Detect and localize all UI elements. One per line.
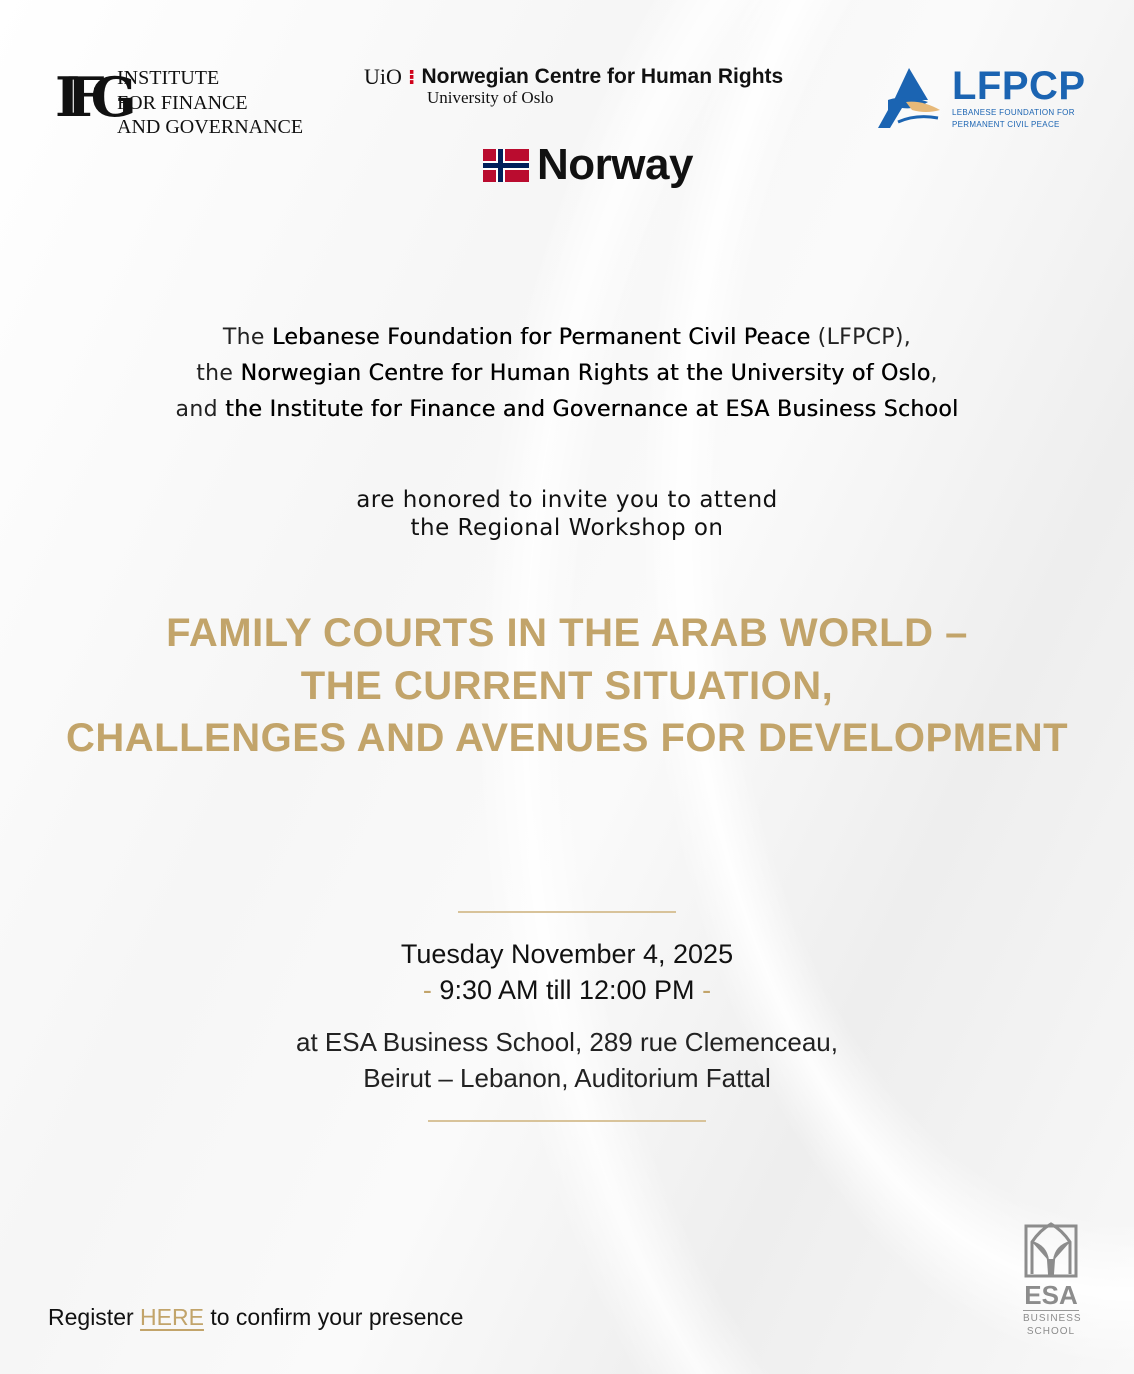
esa-sub: SCHOOL	[1026, 1326, 1076, 1337]
dove-triangle-icon	[876, 66, 942, 132]
esa-name: ESA	[1024, 1280, 1078, 1310]
workshop-title	[0, 607, 1134, 765]
lfpcp-logo	[876, 66, 1086, 132]
venue-line: at ESA Business School, 289 rue Clemenceau,	[296, 1027, 838, 1057]
ifg-line: INSTITUTE	[117, 67, 220, 89]
intro-org: the Institute for Finance and Governance at ESA Business School	[225, 397, 959, 422]
event-venue	[0, 1024, 1134, 1096]
event-time: 9:30 AM till 12:00 PM	[439, 975, 695, 1005]
ifg-line: AND GOVERNANCE	[117, 116, 304, 138]
ifg-logo	[55, 66, 303, 140]
intro-text: The	[222, 325, 273, 350]
venue-line: Beirut – Lebanon, Auditorium Fattal	[363, 1063, 771, 1093]
invite-line: are honored to invite you to attend	[356, 487, 778, 513]
intro-org: Norwegian Centre for Human Rights at the University of Oslo	[240, 361, 931, 386]
title-line: CHALLENGES AND AVENUES FOR DEVELOPMENT	[65, 716, 1069, 760]
dash: -	[422, 975, 432, 1005]
intro-text: and	[175, 397, 226, 422]
uio-name: UiO	[364, 64, 402, 89]
title-line: FAMILY COURTS IN THE ARAB WORLD –	[166, 611, 968, 655]
register-text	[48, 1304, 463, 1331]
intro-text: (LFPCP),	[810, 325, 912, 350]
divider-top	[458, 911, 676, 913]
uio-centre: Norwegian Centre for Human Rights	[421, 65, 784, 88]
norway-flag-icon	[483, 149, 529, 182]
intro-text: ,	[930, 361, 938, 386]
invite-text	[0, 486, 1134, 542]
esa-sub: BUSINESS	[1023, 1313, 1082, 1324]
ifg-line: FOR FINANCE	[117, 91, 248, 114]
dash: -	[702, 975, 712, 1005]
lfpcp-title: LFPCP	[952, 64, 1086, 108]
register-before: Register	[48, 1304, 141, 1330]
intro-org: Lebanese Foundation for Permanent Civil Peace	[272, 325, 811, 350]
lfpcp-sub: PERMANENT CIVIL PEACE	[952, 120, 1060, 129]
norway-logo	[483, 140, 693, 190]
uio-logo	[364, 64, 783, 108]
esa-arch-icon	[1024, 1220, 1078, 1278]
intro-text: the	[196, 361, 241, 386]
event-date: Tuesday November 4, 2025	[400, 939, 734, 969]
event-when	[0, 936, 1134, 1008]
invite-line: the Regional Workshop on	[410, 515, 724, 541]
uio-dots-icon: ⁝	[407, 65, 416, 89]
intro-paragraph	[0, 320, 1134, 428]
esa-logo	[1023, 1220, 1082, 1337]
ifg-monogram-icon: IFG	[55, 65, 123, 129]
norway-text: Norway	[537, 140, 693, 189]
lfpcp-sub: LEBANESE FOUNDATION FOR	[952, 108, 1075, 117]
uio-university: University of Oslo	[427, 88, 554, 107]
title-line: THE CURRENT SITUATION,	[300, 663, 834, 708]
register-link[interactable]: HERE	[140, 1304, 204, 1330]
register-after: to confirm your presence	[203, 1304, 464, 1330]
divider-bottom	[428, 1120, 706, 1122]
